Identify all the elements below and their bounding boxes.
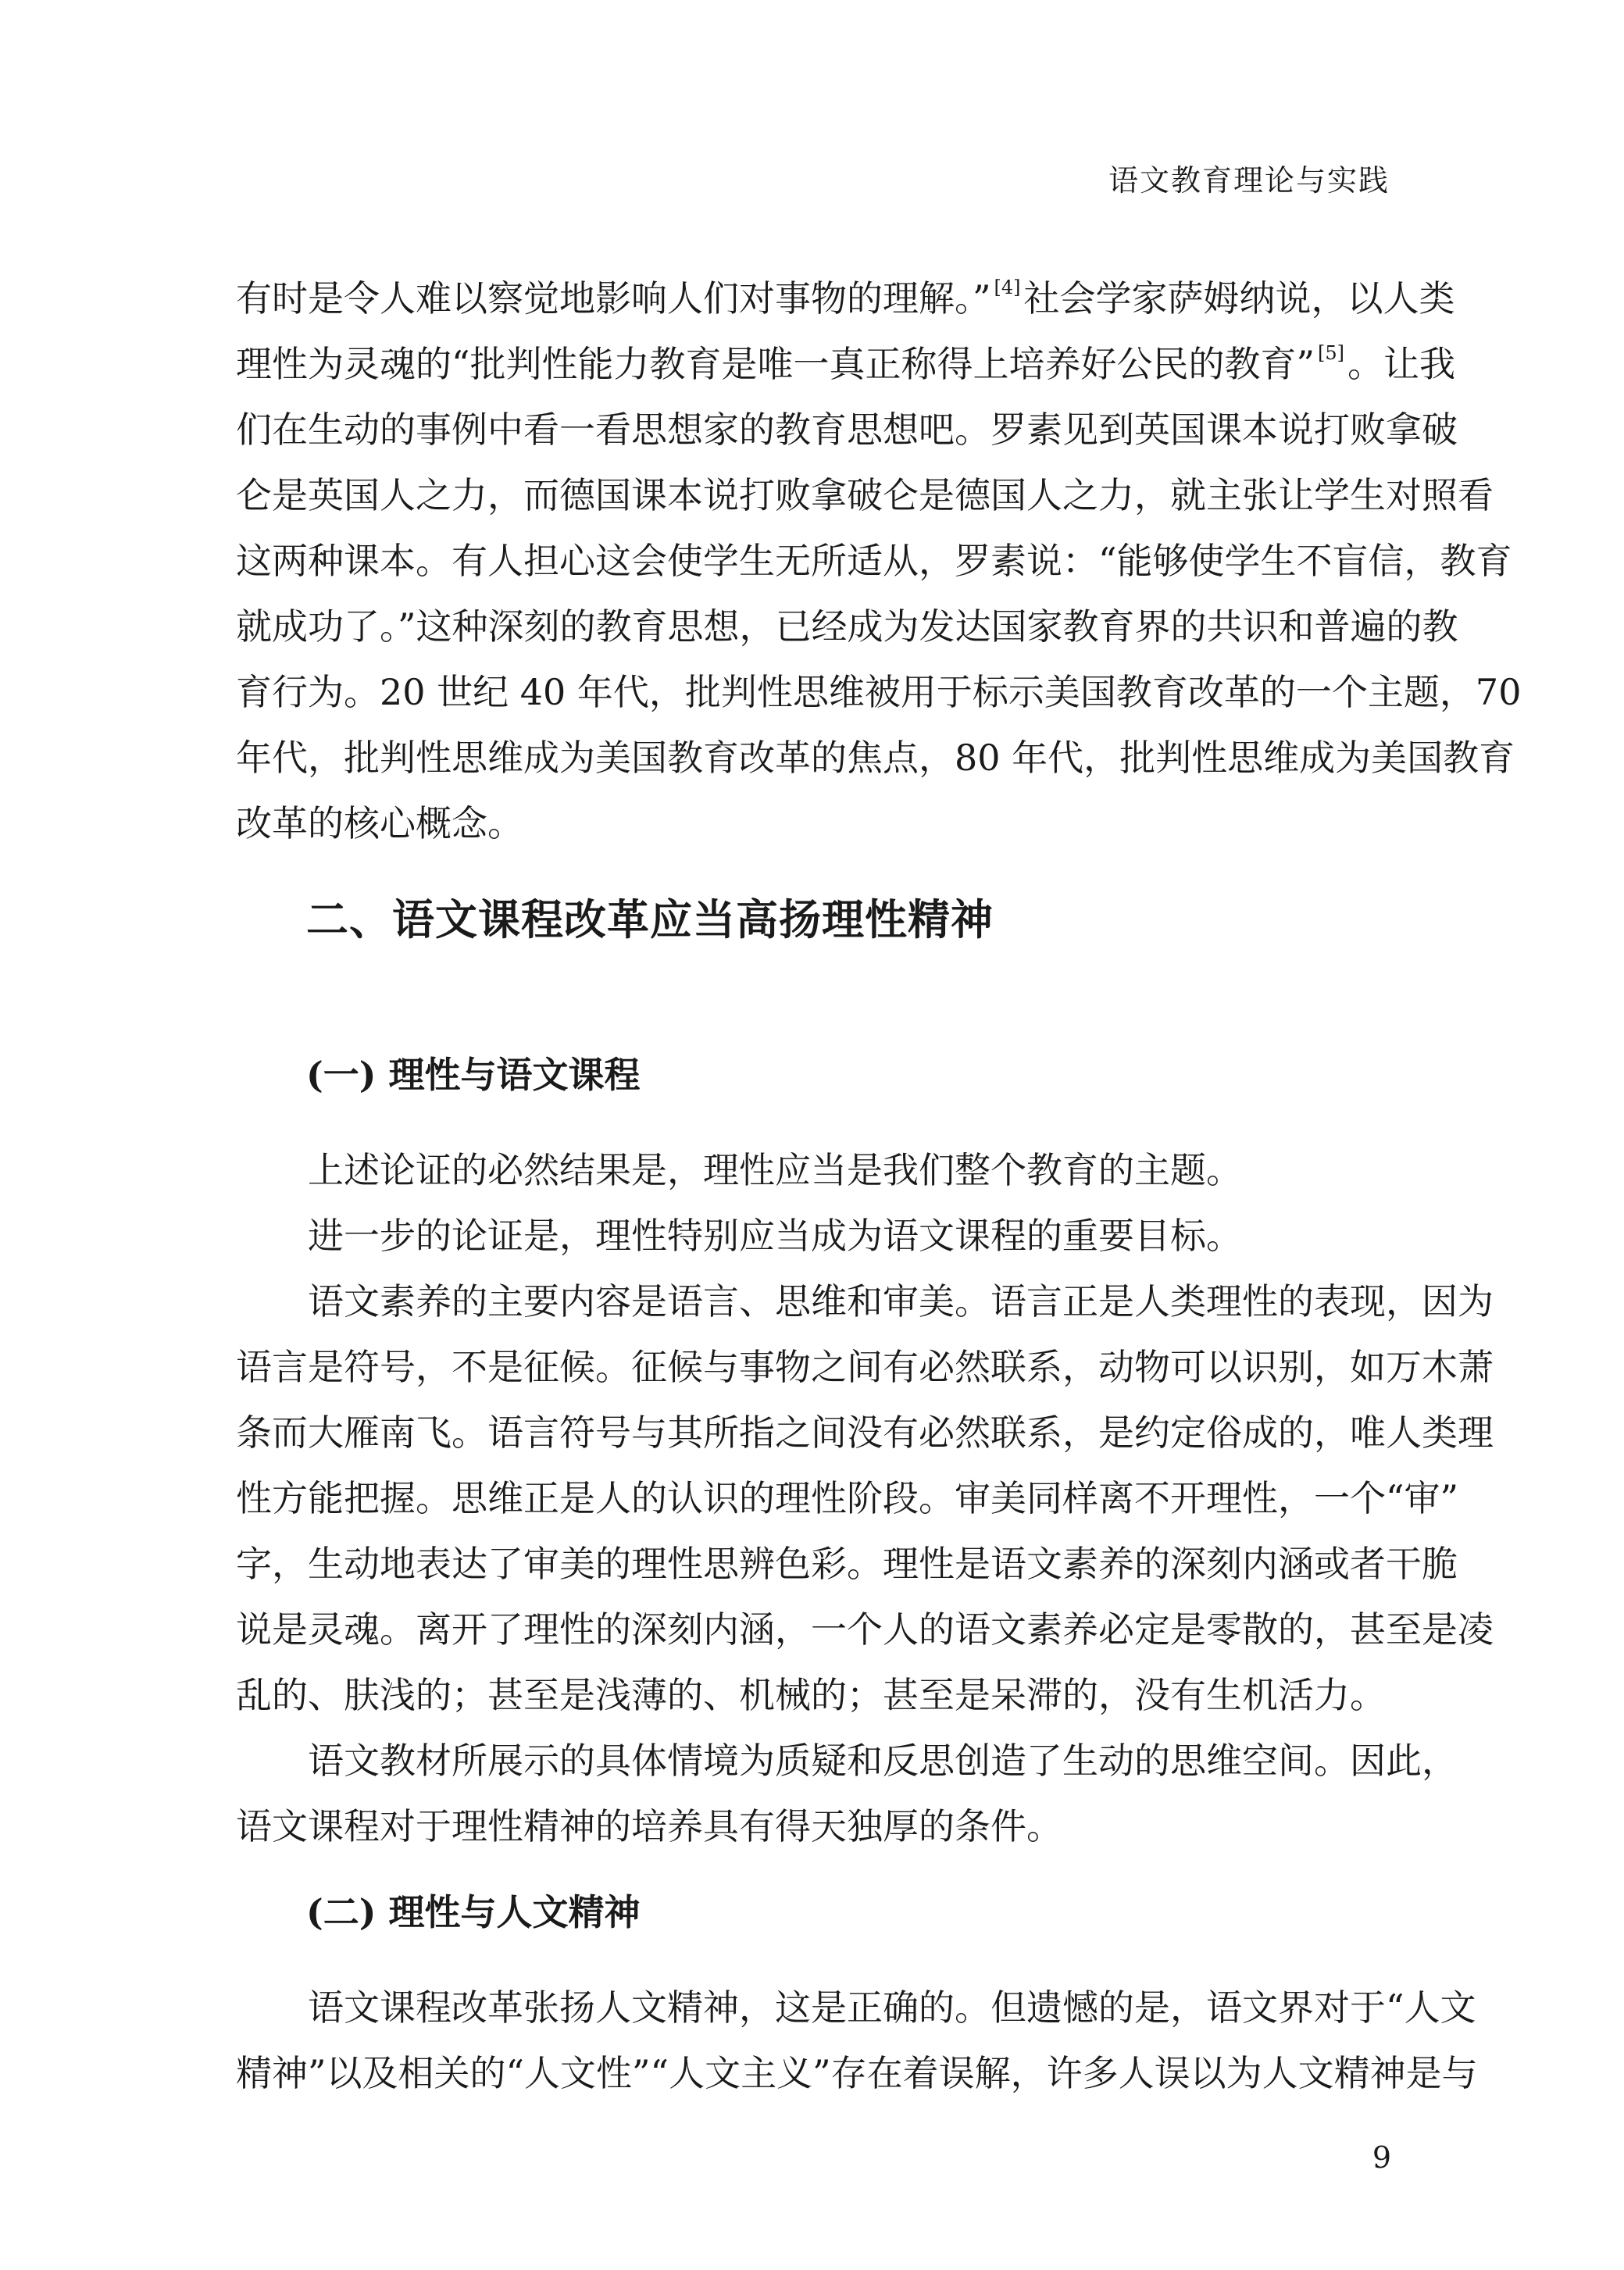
text-line: 语文素养的主要内容是语言、思维和审美。语言正是人类理性的表现，因为 <box>308 1280 1494 1322</box>
section-heading: 二、语文课程改革应当高扬理性精神 <box>306 895 994 944</box>
text-line: 语文课程对于理性精神的培养具有得天独厚的条件。 <box>236 1805 1062 1847</box>
text-line: 条而大雁南飞。语言符号与其所指之间没有必然联系，是约定俗成的，唯人类理 <box>236 1412 1494 1454</box>
text-line: 语言是符号，不是征候。征候与事物之间有必然联系，动物可以识别，如万木萧 <box>236 1346 1494 1388</box>
running-header: 语文教育理论与实践 <box>1108 163 1390 198</box>
text-line: 就成功了。”这种深刻的教育思想，已经成为发达国家教育界的共识和普遍的教 <box>236 605 1458 648</box>
text-line: 这两种课本。有人担心这会使学生无所适从，罗素说：“能够使学生不盲信，教育 <box>236 540 1512 582</box>
text-line: 乱的、肤浅的；甚至是浅薄的、机械的；甚至是呆滞的，没有生机活力。 <box>236 1674 1386 1716</box>
text-line: 说是灵魂。离开了理性的深刻内涵，一个人的语文素养必定是零散的，甚至是凌 <box>236 1608 1494 1651</box>
citation-ref: [5] <box>1318 342 1345 364</box>
text-line: 字，生动地表达了审美的理性思辨色彩。理性是语文素养的深刻内涵或者干脆 <box>236 1543 1458 1585</box>
text-line: 理性为灵魂的“批判性能力教育是唯一真正称得上培养好公民的教育” [5]。让我 <box>236 342 1456 385</box>
text-line: 上述论证的必然结果是，理性应当是我们整个教育的主题。 <box>308 1149 1242 1191</box>
text-line: 性方能把握。思维正是人的认识的理性阶段。审美同样离不开理性，一个“审” <box>236 1477 1459 1519</box>
text-line: 育行为。20 世纪 40 年代，批判性思维被用于标示美国教育改革的一个主题，70 <box>236 671 1522 713</box>
text-line: 们在生动的事例中看一看思想家的教育思想吧。罗素见到英国课本说打败拿破 <box>236 409 1458 451</box>
text-line: 语文教材所展示的具体情境为质疑和反思创造了生动的思维空间。因此， <box>308 1740 1458 1782</box>
page-number: 9 <box>1372 2140 1391 2175</box>
text-line: 有时是令人难以察觉地影响人们对事物的理解。” [4]社会学家萨姆纳说，以人类 <box>236 277 1455 319</box>
text-line: 仑是英国人之力，而德国课本说打败拿破仑是德国人之力，就主张让学生对照看 <box>236 474 1494 516</box>
text-line: 年代，批判性思维成为美国教育改革的焦点，80 年代，批判性思维成为美国教育 <box>236 737 1515 779</box>
text-line: 改革的核心概念。 <box>236 802 523 844</box>
text-line: 语文课程改革张扬人文精神，这是正确的。但遗憾的是，语文界对于“人文 <box>308 1986 1476 2029</box>
subsection-heading-2: (二) 理性与人文精神 <box>306 1891 641 1933</box>
text-line: 进一步的论证是，理性特别应当成为语文课程的重要目标。 <box>308 1215 1242 1257</box>
text-line: 精神”以及相关的“人文性”“人文主义”存在着误解，许多人误以为人文精神是与 <box>236 2052 1478 2094</box>
citation-ref: [4] <box>994 277 1021 298</box>
subsection-heading-1: (一) 理性与语文课程 <box>306 1054 641 1096</box>
